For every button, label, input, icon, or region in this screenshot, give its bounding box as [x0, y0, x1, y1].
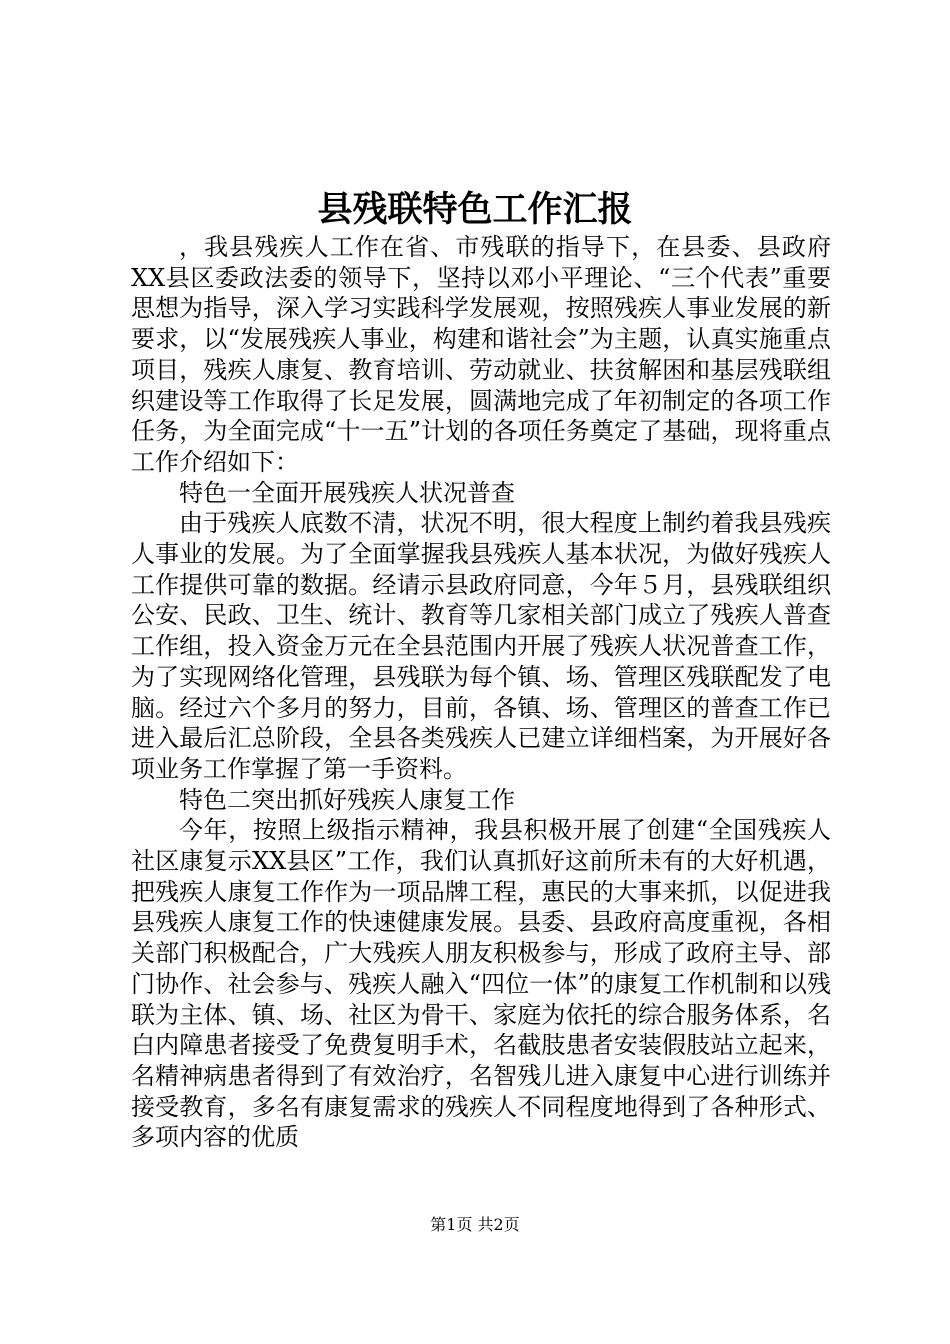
document-body	[131, 232, 831, 1153]
section-heading-2: 特色二突出抓好残疾人康复工作	[179, 785, 515, 814]
intro-paragraph: ，我县残疾人工作在省、市残联的指导下，在县委、县政府XX县区委政法委的领导下，坚持以邓小平理论、“三个代表”重要思想为指导，深入学习实践科学发展观，按照残疾人事业发展的新要求，以“发展残疾人事业，构建和谐社会”为主题，认真实施重点项目，残疾人康复、教育培训、劳动就业、扶贫解困和基层残联组织建设等工作取得了长足发展，圆满地完成了年初制定的各项工作任务，为全面完成“十一五”计划的各项任务奠定了基础，现将重点工作介绍如下：	[131, 233, 831, 476]
document-title: 县残联特色工作汇报	[317, 189, 633, 230]
section-heading-1: 特色一全面开展残疾人状况普查	[179, 478, 515, 507]
section-paragraph-1: 由于残疾人底数不清，状况不明，很大程度上制约着我县残疾人事业的发展。为了全面掌握我县残疾人基本状况，为做好残疾人工作提供可靠的数据。经请示县政府同意，今年５月，县残联组织公安、民政、卫生、统计、教育等几家相关部门成立了残疾人普查工作组，投入资金万元在全县范围内开展了残疾人状况普查工作，为了实现网络化管理，县残联为每个镇、场、管理区残联配发了电脑。经过六个多月的努力，目前，各镇、场、管理区的普查工作已进入最后汇总阶段，全县各类残疾人已建立详细档案，为开展好各项业务工作掌握了第一手资料。	[131, 509, 831, 783]
section-paragraph-2: 今年，按照上级指示精神，我县积极开展了创建“全国残疾人社区康复示XX县区”工作，我们认真抓好这前所未有的大好机遇，把残疾人康复工作作为一项品牌工程，惠民的大事来抓，以促进我县残疾人康复工作的快速健康发展。县委、县政府高度重视，各相关部门积极配合，广大残疾人朋友积极参与，形成了政府主导、部门协作、社会参与、残疾人融入“四位一体”的康复工作机制和以残联为主体、镇、场、社区为骨干、家庭为依托的综合服务体系，名白内障患者接受了免费复明手术，名截肢患者安装假肢站立起来，名精神病患者得到了有效治疗，名智残儿进入康复中心进行训练并接受教育，多名有康复需求的残疾人不同程度地得到了各种形式、多项内容的优质	[131, 816, 831, 1152]
page-number-footer: 第1页 共2页	[430, 1215, 520, 1234]
